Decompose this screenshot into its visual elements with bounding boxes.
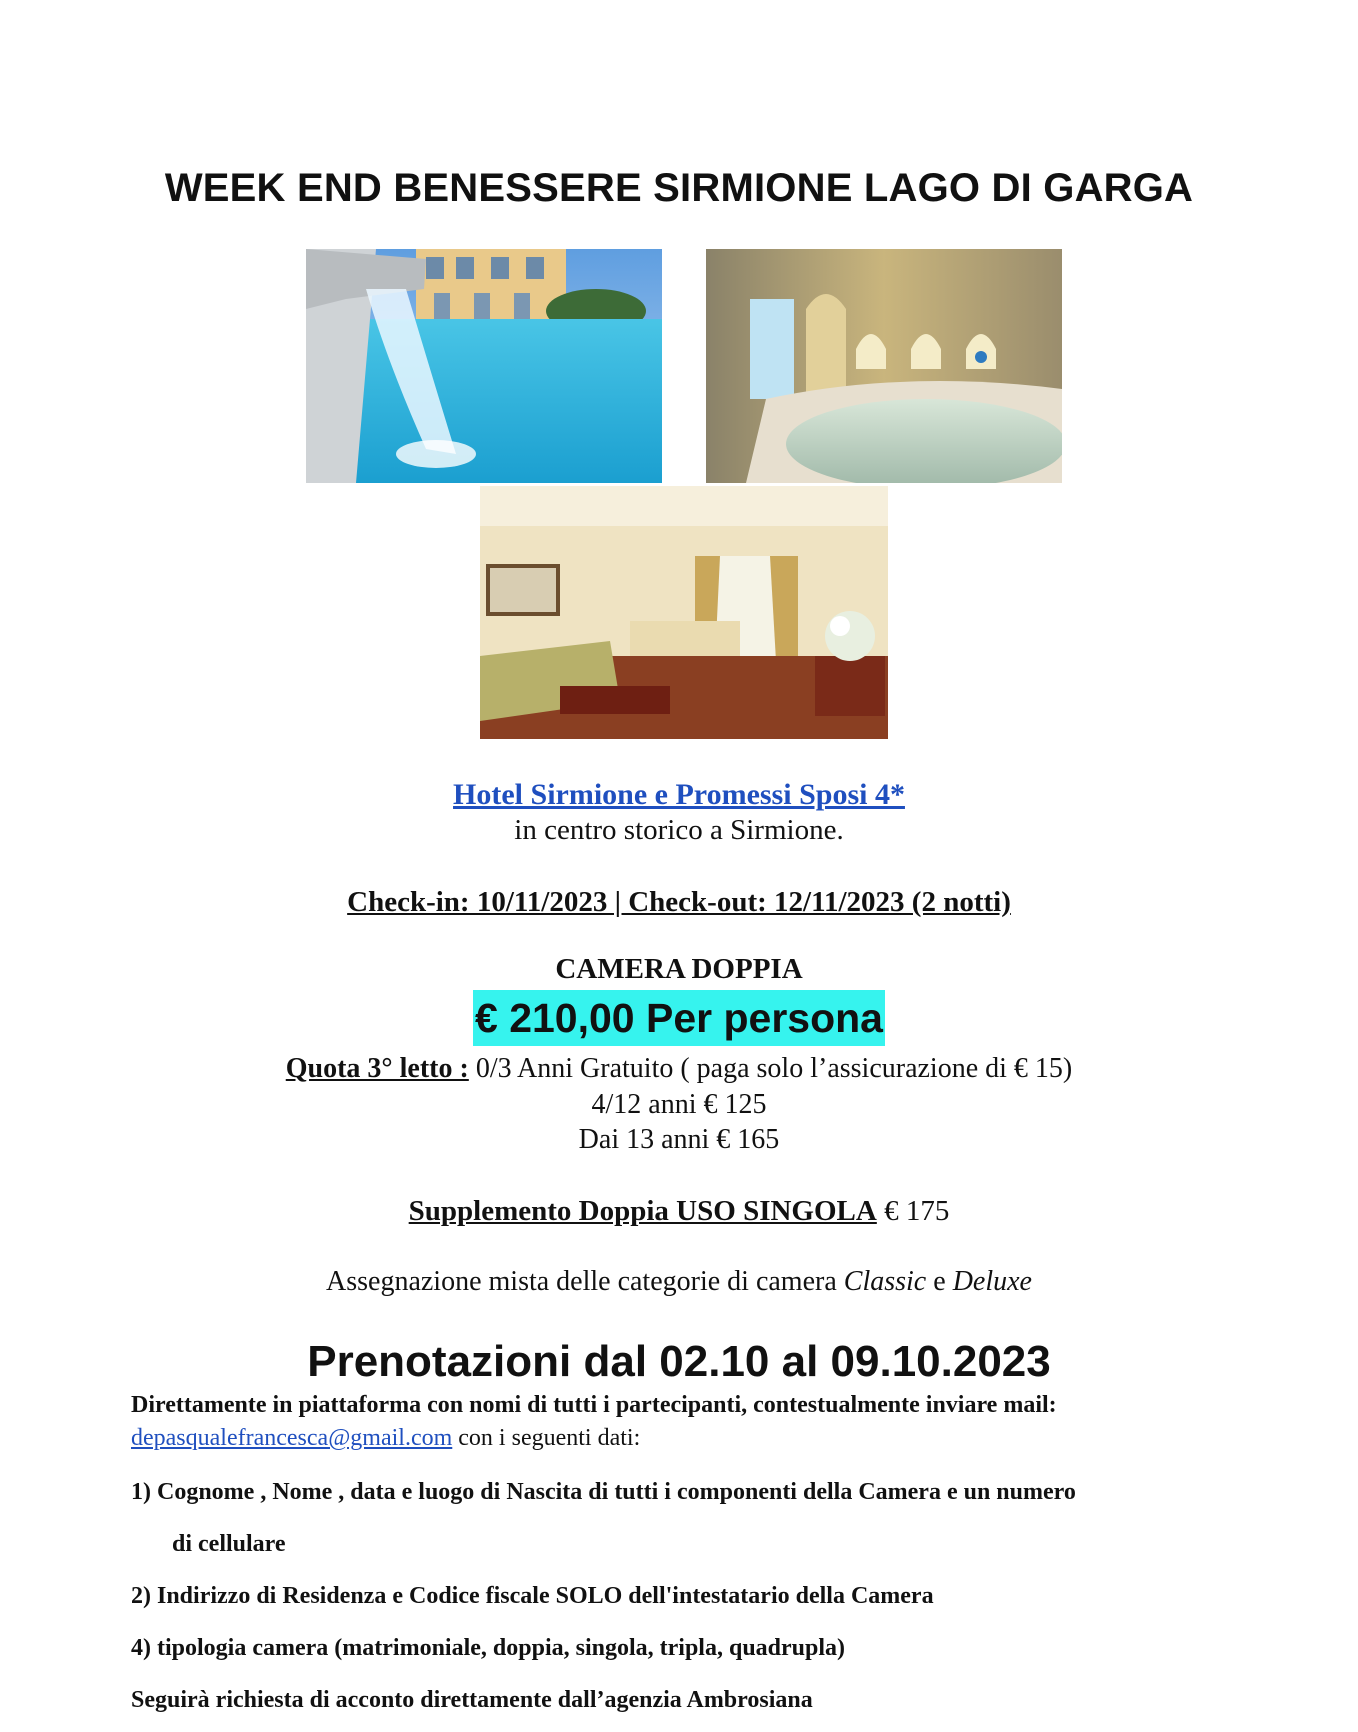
single-use-supplement xyxy=(0,1195,1358,1228)
room-type: CAMERA DOPPIA xyxy=(555,953,803,985)
third-bed-age-13: Dai 13 anni € 165 xyxy=(578,1124,780,1155)
email-suffix: con i seguenti dati: xyxy=(452,1425,641,1451)
supplement-value: € 175 xyxy=(876,1195,950,1227)
hotel-location: in centro storico a Sirmione. xyxy=(514,814,844,846)
assignment-deluxe: Deluxe xyxy=(952,1266,1032,1297)
room-assignment-note xyxy=(0,1266,1358,1298)
requirement-1-continued: di cellulare xyxy=(172,1531,286,1557)
assignment-prefix: Assegnazione mista delle categorie di camera xyxy=(326,1266,844,1297)
pool-photo xyxy=(306,249,662,483)
deposit-note: Seguirà richiesta di acconto direttamente dall’agenzia Ambrosiana xyxy=(131,1687,813,1713)
email-line xyxy=(131,1425,1251,1452)
price-per-person: € 210,00 Per persona xyxy=(473,990,885,1046)
booking-instructions: Direttamente in piattaforma con nomi di tutti i partecipanti, contestualmente inviare mail: xyxy=(131,1392,1057,1418)
hotel-room-photo xyxy=(480,486,888,739)
requirement-4: 4) tipologia camera (matrimoniale, doppia, singola, tripla, quadrupla) xyxy=(131,1635,846,1661)
requirement-1: 1) Cognome , Nome , data e luogo di Nascita di tutti i componenti della Camera e un numero xyxy=(131,1479,1076,1505)
supplement-label: Supplemento Doppia USO SINGOLA xyxy=(408,1195,877,1227)
email-link[interactable]: depasqualefrancesca@gmail.com xyxy=(131,1425,453,1451)
third-bed-quota xyxy=(0,1053,1358,1085)
third-bed-age-0-3: 0/3 Anni Gratuito ( paga solo l’assicurazione di € 15) xyxy=(468,1053,1073,1084)
hotel-name-link[interactable]: Hotel Sirmione e Promessi Sposi 4* xyxy=(453,778,905,811)
spa-jacuzzi-photo xyxy=(706,249,1062,483)
third-bed-label: Quota 3° letto : xyxy=(285,1053,469,1084)
checkin-checkout-dates: Check-in: 10/11/2023 | Check-out: 12/11/2023 (2 notti) xyxy=(347,886,1011,918)
assignment-joiner: e xyxy=(926,1266,953,1297)
assignment-classic: Classic xyxy=(843,1266,927,1297)
requirement-2: 2) Indirizzo di Residenza e Codice fiscale SOLO dell'intestatario della Camera xyxy=(131,1583,934,1609)
third-bed-age-4-12: 4/12 anni € 125 xyxy=(591,1089,767,1120)
page-title: WEEK END BENESSERE SIRMIONE LAGO DI GARGA xyxy=(164,166,1194,210)
price-highlight xyxy=(0,990,1358,1046)
booking-period-title: Prenotazioni dal 02.10 al 09.10.2023 xyxy=(307,1337,1051,1386)
